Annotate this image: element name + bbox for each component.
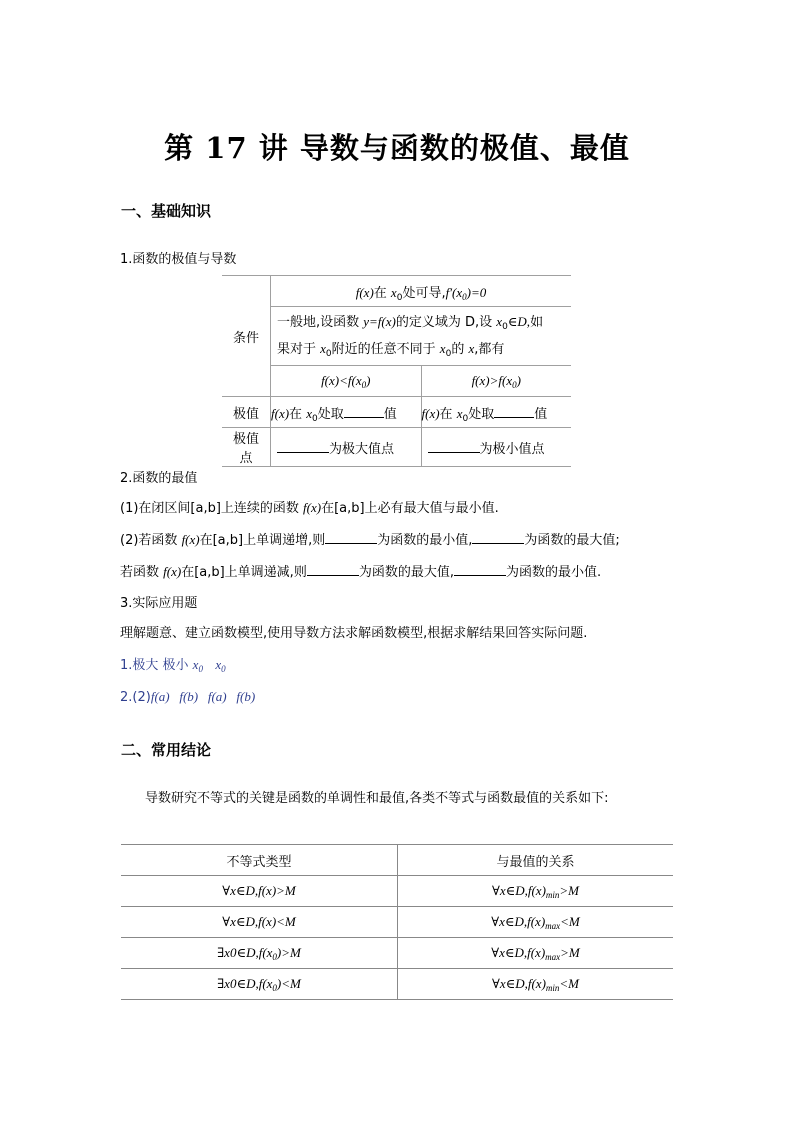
paragraph-application: 理解题意、建立函数模型,使用导数方法求解函数模型,根据求解结果回答实际问题. bbox=[120, 626, 588, 641]
condition-greater-cell: $f(x)>f(x_0)$ bbox=[421, 366, 571, 397]
column-header: 不等式类型 bbox=[121, 845, 398, 876]
table-cell: $\forall x\in D,f(x)_{max}<M$ bbox=[398, 907, 674, 938]
fill-blank bbox=[472, 531, 524, 544]
extreme-min-cell: f(x)在 $x_0$处取 值 bbox=[421, 397, 571, 428]
column-header: 与最值的关系 bbox=[398, 845, 674, 876]
subheading-extreme-derivative: 1.函数的极值与导数 bbox=[120, 252, 237, 267]
table-row bbox=[121, 969, 673, 1000]
condition-label: 条件 bbox=[222, 276, 271, 397]
fill-blank bbox=[307, 563, 359, 576]
table-cell: $\exists x0\in D,f(x_0)>M$ bbox=[121, 938, 398, 969]
table-cell: $\forall x\in D,f(x)_{min}<M$ bbox=[398, 969, 674, 1000]
condition-definition-cell: 一般地,设函数 y=f(x)的定义域为 D,设 $x_0\in D$,如 果对于 $x_0$附近的任意不同于 $x_0$的 x,都有 bbox=[271, 307, 572, 366]
paragraph-closed-interval: (1)在闭区间[a,b]上连续的函数 f(x)在[a,b]上必有最大值与最小值. bbox=[120, 500, 499, 516]
inequality-table bbox=[121, 844, 673, 1000]
fill-blank bbox=[428, 440, 480, 453]
answer-line-2: 2.(2)f(a) f(b) f(a) f(b) bbox=[120, 689, 256, 705]
paragraph-intro: 导数研究不等式的关键是函数的单调性和最值,各类不等式与函数最值的关系如下: bbox=[145, 791, 609, 806]
fill-blank bbox=[494, 405, 534, 418]
min-point-cell: 为极小值点 bbox=[421, 428, 571, 467]
extreme-label: 极值 bbox=[222, 397, 271, 428]
fill-blank bbox=[277, 440, 329, 453]
max-point-cell: 为极大值点 bbox=[271, 428, 422, 467]
page-title: 第 17 讲 导数与函数的极值、最值 bbox=[164, 131, 630, 165]
table-header-row bbox=[121, 845, 673, 876]
table-cell: ∀x∈D,f(x)<M bbox=[121, 907, 398, 938]
table-cell: $\forall x\in D,f(x)_{min}>M$ bbox=[398, 876, 674, 907]
answer-line-1: 1.极大 极小 $x_0$ $x_0$ bbox=[120, 657, 226, 674]
table-row bbox=[121, 876, 673, 907]
table-cell: ∀x∈D,f(x)>M bbox=[121, 876, 398, 907]
table-row bbox=[121, 907, 673, 938]
extreme-point-label: 极值点 bbox=[222, 428, 271, 467]
paragraph-increasing: (2)若函数 f(x)在[a,b]上单调递增,则 为函数的最小值, 为函数的最大值; bbox=[120, 532, 620, 548]
table-cell: $\forall x\in D,f(x)_{max}>M$ bbox=[398, 938, 674, 969]
extreme-value-table bbox=[222, 275, 571, 467]
fill-blank bbox=[344, 405, 384, 418]
fill-blank bbox=[454, 563, 506, 576]
subheading-max-min: 2.函数的最值 bbox=[120, 471, 198, 486]
extreme-max-cell: f(x)在 $x_0$处取 值 bbox=[271, 397, 422, 428]
condition-less-cell: $f(x)<f(x_0)$ bbox=[271, 366, 422, 397]
paragraph-decreasing: 若函数 f(x)在[a,b]上单调递减,则 为函数的最大值, 为函数的最小值. bbox=[120, 564, 602, 580]
table-row bbox=[121, 938, 673, 969]
fill-blank bbox=[325, 531, 377, 544]
condition-differentiable-cell: f(x)在 $x_0$处可导$,f'(x_0)=0$ bbox=[271, 276, 572, 307]
section-heading-basics: 一、基础知识 bbox=[121, 202, 212, 220]
table-cell: $\exists x0\in D,f(x_0)<M$ bbox=[121, 969, 398, 1000]
subheading-application: 3.实际应用题 bbox=[120, 596, 198, 611]
section-heading-conclusions: 二、常用结论 bbox=[121, 741, 212, 759]
